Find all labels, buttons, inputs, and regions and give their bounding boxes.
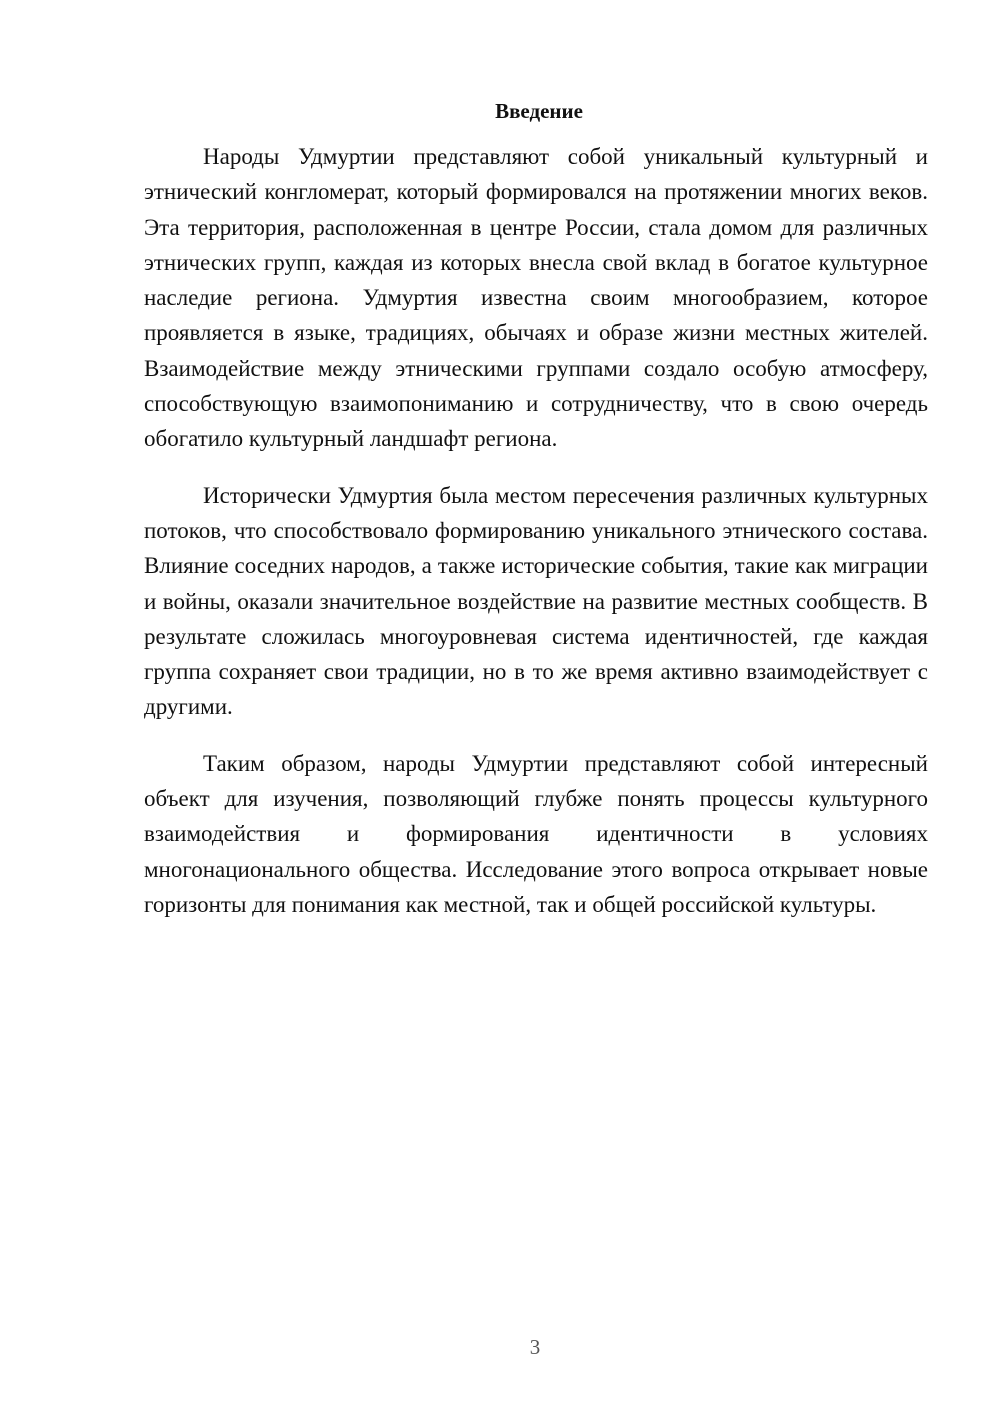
page-number: 3 <box>529 1335 541 1359</box>
section-heading: Введение <box>495 99 583 123</box>
paragraph-2: Исторически Удмуртия была местом пересечения различных культурных потоков, что способствовало формированию уникального этнического состава. Влияние соседних народов, а также исторические события, такие как миграции и войны, оказали значительное воздействие на развитие местных сообществ. В результате сложилась многоуровневая система идентичностей, где каждая группа сохраняет свои традиции, но в то же время активно взаимодействует с другими. <box>144 482 928 720</box>
page-content <box>144 94 928 943</box>
paragraph-3: Таким образом, народы Удмуртии представляют собой интересный объект для изучения, позволяющий глубже понять процессы культурного взаимодействия и формирования идентичности в условиях многонационального общества. Исследование этого вопроса открывает новые горизонты для понимания как местной, так и общей российской культуры. <box>144 750 928 917</box>
paragraph-1: Народы Удмуртии представляют собой уникальный культурный и этнический конгломерат, который формировался на протяжении многих веков. Эта территория, расположенная в центре России, стала домом для различных этнических групп, каждая из которых внесла свой вклад в богатое культурное наследие региона. Удмуртия известна своим многообразием, которое проявляется в языке, традициях, обычаях и образе жизни местных жителей. Взаимодействие между этническими группами создало особую атмосферу, способствующую взаимопониманию и сотрудничеству, что в свою очередь обогатило культурный ландшафт региона. <box>144 144 928 452</box>
